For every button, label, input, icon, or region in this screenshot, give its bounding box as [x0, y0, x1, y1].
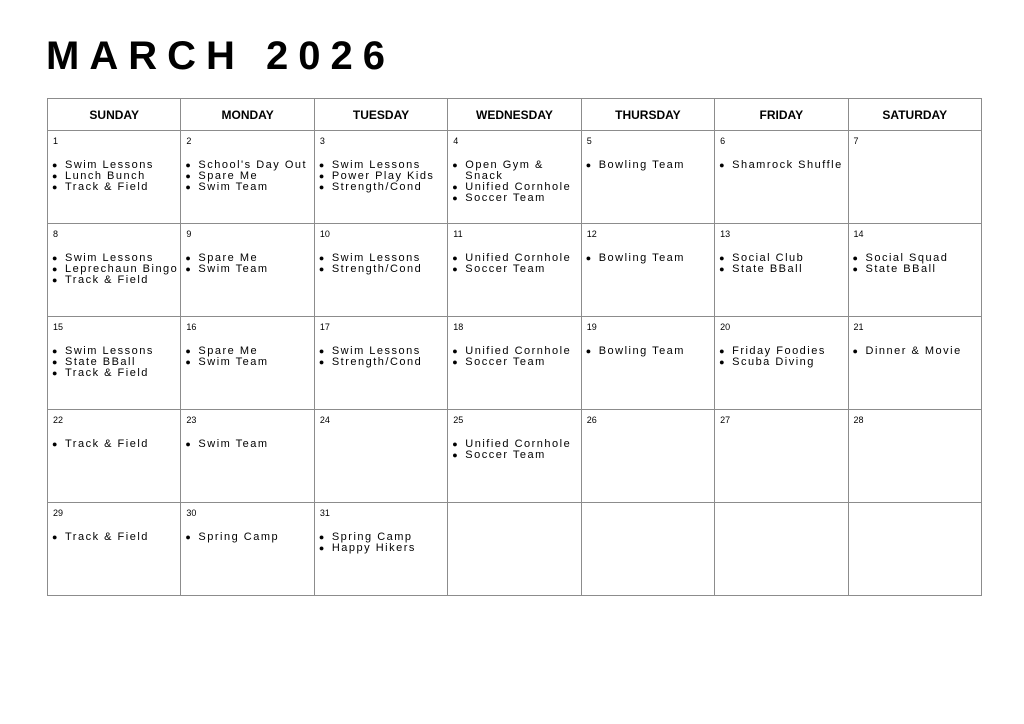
bullet-icon: ● — [52, 253, 58, 263]
event-label: Strength/Cond — [331, 263, 423, 275]
bullet-icon: ● — [52, 368, 58, 378]
bullet-icon: ● — [52, 160, 58, 170]
event-label: Soccer Team — [465, 263, 546, 275]
bullet-icon: ● — [852, 253, 858, 263]
event-item — [52, 439, 178, 450]
day-cell — [314, 410, 447, 503]
event-label: Track & Field — [65, 438, 149, 450]
day-number: 24 — [319, 415, 330, 425]
bullet-icon: ● — [852, 264, 858, 274]
event-label: Spring Camp — [198, 531, 280, 543]
day-cell — [48, 317, 181, 410]
day-number: 2 — [186, 136, 192, 146]
day-number: 20 — [720, 322, 731, 332]
day-number: 14 — [853, 229, 864, 239]
bullet-icon: ● — [719, 357, 725, 367]
event-list — [185, 532, 311, 543]
week-row — [48, 503, 982, 596]
event-item — [185, 182, 311, 193]
event-list — [586, 160, 712, 171]
event-label: Dinner & Movie — [865, 345, 962, 357]
day-number: 17 — [319, 322, 330, 332]
bullet-icon: ● — [318, 264, 325, 274]
event-label: Strength/Cond — [331, 356, 423, 368]
bullet-icon: ● — [452, 160, 458, 170]
event-label: Spring Camp — [331, 531, 413, 543]
day-number: 21 — [853, 322, 864, 332]
day-number: 11 — [453, 229, 463, 239]
day-number: 31 — [319, 508, 330, 518]
event-label: Swim Lessons — [65, 345, 154, 357]
bullet-icon: ● — [318, 160, 325, 170]
event-label: Bowling Team — [598, 159, 685, 171]
day-number: 12 — [586, 229, 597, 239]
event-list — [185, 160, 311, 193]
event-item — [319, 182, 445, 193]
day-cell — [715, 503, 848, 596]
bullet-icon: ● — [452, 253, 458, 263]
event-label: Soccer Team — [465, 192, 546, 204]
day-cell — [581, 503, 714, 596]
event-item — [452, 264, 578, 275]
day-cell — [848, 131, 981, 224]
event-label: Track & Field — [65, 274, 149, 286]
day-number: 19 — [586, 322, 597, 332]
day-cell — [848, 224, 981, 317]
calendar-grid — [47, 98, 982, 596]
event-item — [185, 264, 311, 275]
day-number: 1 — [53, 136, 59, 146]
bullet-icon: ● — [318, 182, 325, 192]
event-list — [719, 346, 845, 368]
bullet-icon: ● — [452, 357, 458, 367]
event-item — [319, 264, 445, 275]
bullet-icon: ● — [185, 532, 191, 542]
day-cell — [48, 224, 181, 317]
bullet-icon: ● — [185, 171, 191, 181]
bullet-icon: ● — [185, 182, 191, 192]
event-list — [319, 253, 445, 275]
event-label: Leprechaun Bingo — [65, 263, 179, 275]
event-label: Friday Foodies — [732, 345, 826, 357]
bullet-icon: ● — [852, 346, 858, 356]
event-list — [185, 253, 311, 275]
day-cell — [581, 317, 714, 410]
weekday-header-sunday: SUNDAY — [48, 99, 181, 131]
event-label: State BBall — [732, 263, 804, 275]
calendar-body — [48, 131, 982, 596]
day-number: 30 — [186, 508, 197, 518]
event-label: Unified Cornhole — [465, 345, 572, 357]
day-cell — [181, 131, 314, 224]
event-label: Swim Lessons — [331, 159, 421, 171]
event-label: State BBall — [65, 356, 136, 368]
bullet-icon: ● — [52, 264, 58, 274]
day-cell — [448, 224, 581, 317]
day-number: 7 — [853, 136, 859, 146]
day-number: 26 — [586, 415, 597, 425]
event-item — [719, 264, 845, 275]
event-label: Swim Team — [198, 181, 269, 193]
event-label: Spare Me — [198, 252, 259, 264]
event-item — [719, 357, 845, 368]
event-label: Swim Team — [198, 263, 269, 275]
day-number: 10 — [319, 229, 330, 239]
event-list — [586, 253, 712, 264]
event-list — [52, 253, 178, 286]
week-row — [48, 224, 982, 317]
day-cell — [715, 224, 848, 317]
bullet-icon: ● — [452, 264, 458, 274]
day-cell — [448, 317, 581, 410]
event-item — [719, 160, 845, 171]
event-item — [853, 264, 979, 275]
event-item — [185, 439, 311, 450]
event-list — [52, 439, 178, 450]
event-list — [319, 346, 445, 368]
event-item — [853, 346, 979, 357]
event-label: Unified Cornhole — [465, 181, 572, 193]
event-item — [319, 357, 445, 368]
bullet-icon: ● — [452, 450, 458, 460]
event-list — [452, 160, 578, 204]
weekday-header-saturday: SATURDAY — [848, 99, 981, 131]
event-item — [319, 543, 445, 554]
page-title: MARCH 2026 — [46, 34, 395, 78]
event-item — [452, 193, 578, 204]
bullet-icon: ● — [318, 543, 325, 553]
weekday-header-wednesday: WEDNESDAY — [448, 99, 581, 131]
day-number: 25 — [453, 415, 464, 425]
day-number: 15 — [53, 322, 64, 332]
bullet-icon: ● — [52, 346, 58, 356]
event-label: Track & Field — [65, 531, 149, 543]
day-cell — [181, 317, 314, 410]
bullet-icon: ● — [719, 160, 725, 170]
event-list — [586, 346, 712, 357]
event-item — [185, 357, 311, 368]
bullet-icon: ● — [318, 171, 325, 181]
day-cell — [581, 131, 714, 224]
event-label: Soccer Team — [465, 449, 546, 461]
day-number: 28 — [853, 415, 864, 425]
day-number: 22 — [53, 415, 64, 425]
event-label: Open Gym & Snack — [465, 159, 544, 182]
event-list — [452, 253, 578, 275]
day-cell — [448, 410, 581, 503]
event-label: Shamrock Shuffle — [732, 159, 843, 171]
day-cell — [848, 410, 981, 503]
event-label: Soccer Team — [465, 356, 546, 368]
week-row — [48, 317, 982, 410]
day-cell — [314, 317, 447, 410]
event-label: State BBall — [865, 263, 937, 275]
event-label: Swim Lessons — [331, 252, 421, 264]
day-cell — [848, 317, 981, 410]
event-label: Strength/Cond — [331, 181, 423, 193]
bullet-icon: ● — [318, 532, 325, 542]
bullet-icon: ● — [185, 357, 191, 367]
bullet-icon: ● — [318, 253, 325, 263]
event-list — [52, 532, 178, 543]
event-label: Swim Lessons — [331, 345, 421, 357]
day-number: 4 — [453, 136, 459, 146]
event-label: Bowling Team — [598, 345, 685, 357]
weekday-header-friday: FRIDAY — [715, 99, 848, 131]
bullet-icon: ● — [185, 346, 191, 356]
day-number: 16 — [186, 322, 197, 332]
event-list — [52, 346, 178, 379]
event-list — [452, 439, 578, 461]
week-row — [48, 131, 982, 224]
day-cell — [581, 224, 714, 317]
bullet-icon: ● — [585, 253, 592, 263]
bullet-icon: ● — [585, 346, 592, 356]
event-item — [452, 450, 578, 461]
day-cell — [181, 410, 314, 503]
bullet-icon: ● — [318, 357, 325, 367]
bullet-icon: ● — [452, 346, 458, 356]
day-cell — [314, 131, 447, 224]
bullet-icon: ● — [52, 439, 58, 449]
event-list — [452, 346, 578, 368]
day-cell — [581, 410, 714, 503]
event-label: School's Day Out — [198, 159, 308, 171]
day-cell — [715, 131, 848, 224]
event-label: Bowling Team — [598, 252, 685, 264]
day-number: 13 — [720, 229, 731, 239]
event-label: Spare Me — [198, 345, 259, 357]
bullet-icon: ● — [185, 439, 191, 449]
weekday-header-monday: MONDAY — [181, 99, 314, 131]
bullet-icon: ● — [52, 532, 58, 542]
event-list — [719, 253, 845, 275]
bullet-icon: ● — [52, 357, 58, 367]
bullet-icon: ● — [452, 182, 458, 192]
event-label: Swim Lessons — [65, 252, 154, 264]
event-item — [452, 160, 578, 182]
event-label: Swim Team — [198, 356, 269, 368]
event-label: Swim Lessons — [65, 159, 154, 171]
bullet-icon: ● — [719, 264, 725, 274]
day-number: 3 — [319, 136, 325, 146]
day-cell — [181, 224, 314, 317]
event-item — [586, 346, 712, 357]
day-cell — [48, 410, 181, 503]
day-number: 6 — [720, 136, 726, 146]
event-item — [52, 182, 178, 193]
day-cell — [715, 410, 848, 503]
bullet-icon: ● — [318, 346, 325, 356]
bullet-icon: ● — [452, 439, 458, 449]
weekday-header-tuesday: TUESDAY — [314, 99, 447, 131]
day-number: 5 — [586, 136, 592, 146]
day-cell — [448, 503, 581, 596]
weekday-header-thursday: THURSDAY — [581, 99, 714, 131]
event-label: Track & Field — [65, 181, 149, 193]
bullet-icon: ● — [52, 275, 58, 285]
event-item — [586, 253, 712, 264]
day-cell — [848, 503, 981, 596]
event-item — [52, 275, 178, 286]
bullet-icon: ● — [585, 160, 592, 170]
event-label: Scuba Diving — [732, 356, 815, 368]
event-label: Lunch Bunch — [65, 170, 146, 182]
event-item — [452, 357, 578, 368]
bullet-icon: ● — [52, 171, 58, 181]
day-cell — [715, 317, 848, 410]
event-list — [319, 160, 445, 193]
event-list — [185, 346, 311, 368]
event-label: Swim Team — [198, 438, 269, 450]
day-number: 18 — [453, 322, 464, 332]
event-list — [319, 532, 445, 554]
event-list — [52, 160, 178, 193]
bullet-icon: ● — [52, 182, 58, 192]
event-label: Unified Cornhole — [465, 438, 572, 450]
bullet-icon: ● — [185, 253, 191, 263]
bullet-icon: ● — [719, 346, 725, 356]
day-number: 8 — [53, 229, 59, 239]
day-cell — [48, 131, 181, 224]
event-item — [52, 532, 178, 543]
week-row — [48, 410, 982, 503]
day-cell — [48, 503, 181, 596]
event-label: Social Club — [732, 252, 805, 264]
day-number: 27 — [720, 415, 731, 425]
bullet-icon: ● — [185, 160, 191, 170]
event-label: Unified Cornhole — [465, 252, 572, 264]
day-cell — [181, 503, 314, 596]
event-item — [185, 532, 311, 543]
event-item — [52, 368, 178, 379]
event-label: Social Squad — [865, 252, 949, 264]
event-label: Happy Hikers — [331, 542, 416, 554]
bullet-icon: ● — [452, 193, 458, 203]
bullet-icon: ● — [185, 264, 191, 274]
event-label: Track & Field — [65, 367, 149, 379]
event-list — [853, 253, 979, 275]
event-list — [185, 439, 311, 450]
event-label: Power Play Kids — [331, 170, 435, 182]
day-cell — [314, 503, 447, 596]
day-number: 23 — [186, 415, 197, 425]
event-list — [853, 346, 979, 357]
weekday-header-row — [48, 99, 982, 131]
day-number: 29 — [53, 508, 64, 518]
event-label: Spare Me — [198, 170, 259, 182]
day-cell — [314, 224, 447, 317]
event-item — [586, 160, 712, 171]
bullet-icon: ● — [719, 253, 725, 263]
day-cell — [448, 131, 581, 224]
event-list — [719, 160, 845, 171]
day-number: 9 — [186, 229, 192, 239]
